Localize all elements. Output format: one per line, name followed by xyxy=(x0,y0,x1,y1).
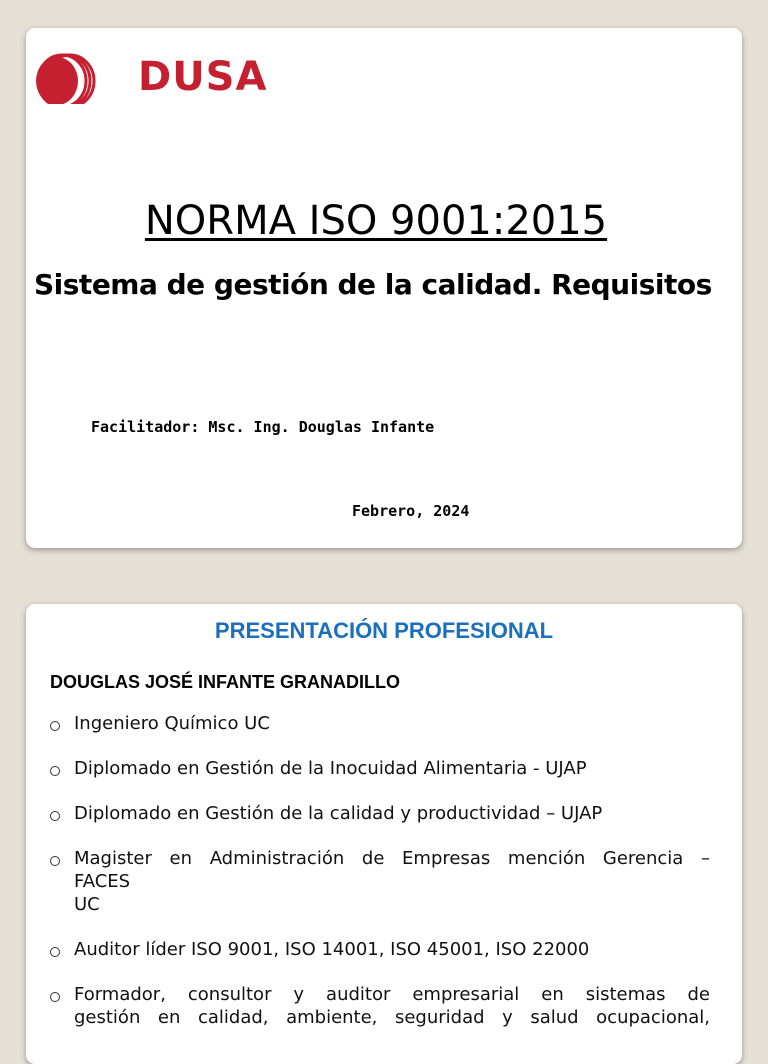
title-slide xyxy=(26,28,742,548)
list-item-line: UC xyxy=(74,894,100,915)
list-item-line: Magister en Administración de Empresas mención Gerencia – xyxy=(74,848,710,869)
slide-title: NORMA ISO 9001:2015 xyxy=(144,198,608,244)
bullet-icon xyxy=(50,811,60,821)
slide-subtitle: Sistema de gestión de la calidad. Requisitos xyxy=(34,268,712,301)
dusa-logo-mark-icon xyxy=(36,40,116,104)
facilitator-text: Facilitador: Msc. Ing. Douglas Infante xyxy=(91,418,435,436)
bullet-icon xyxy=(50,721,60,731)
credentials-list xyxy=(50,712,710,1051)
bullet-icon xyxy=(50,992,60,1002)
logo-wordmark: DUSA xyxy=(138,54,268,100)
list-item: Ingeniero Químico UC xyxy=(50,712,710,735)
bullet-icon xyxy=(50,766,60,776)
list-item: Diplomado en Gestión de la Inocuidad Alimentaria - UJAP xyxy=(50,757,710,780)
bullet-icon xyxy=(50,947,60,957)
list-item: Diplomado en Gestión de la calidad y productividad – UJAP xyxy=(50,802,710,825)
profile-slide xyxy=(26,604,742,1064)
list-item-line: Formador, consultor y auditor empresarial en sistemas de xyxy=(74,984,710,1005)
list-item xyxy=(50,983,710,1029)
list-item-line: FACES xyxy=(74,871,131,892)
section-title: PRESENTACIÓN PROFESIONAL xyxy=(214,618,554,643)
person-name: DOUGLAS JOSÉ INFANTE GRANADILLO xyxy=(50,672,401,692)
list-item xyxy=(50,847,710,916)
list-item: Auditor líder ISO 9001, ISO 14001, ISO 45001, ISO 22000 xyxy=(50,938,710,961)
date-text: Febrero, 2024 xyxy=(352,502,470,520)
list-item-line: gestión en calidad, ambiente, seguridad y salud ocupacional, xyxy=(74,1007,710,1028)
bullet-icon xyxy=(50,856,60,866)
dusa-logo xyxy=(36,40,276,100)
